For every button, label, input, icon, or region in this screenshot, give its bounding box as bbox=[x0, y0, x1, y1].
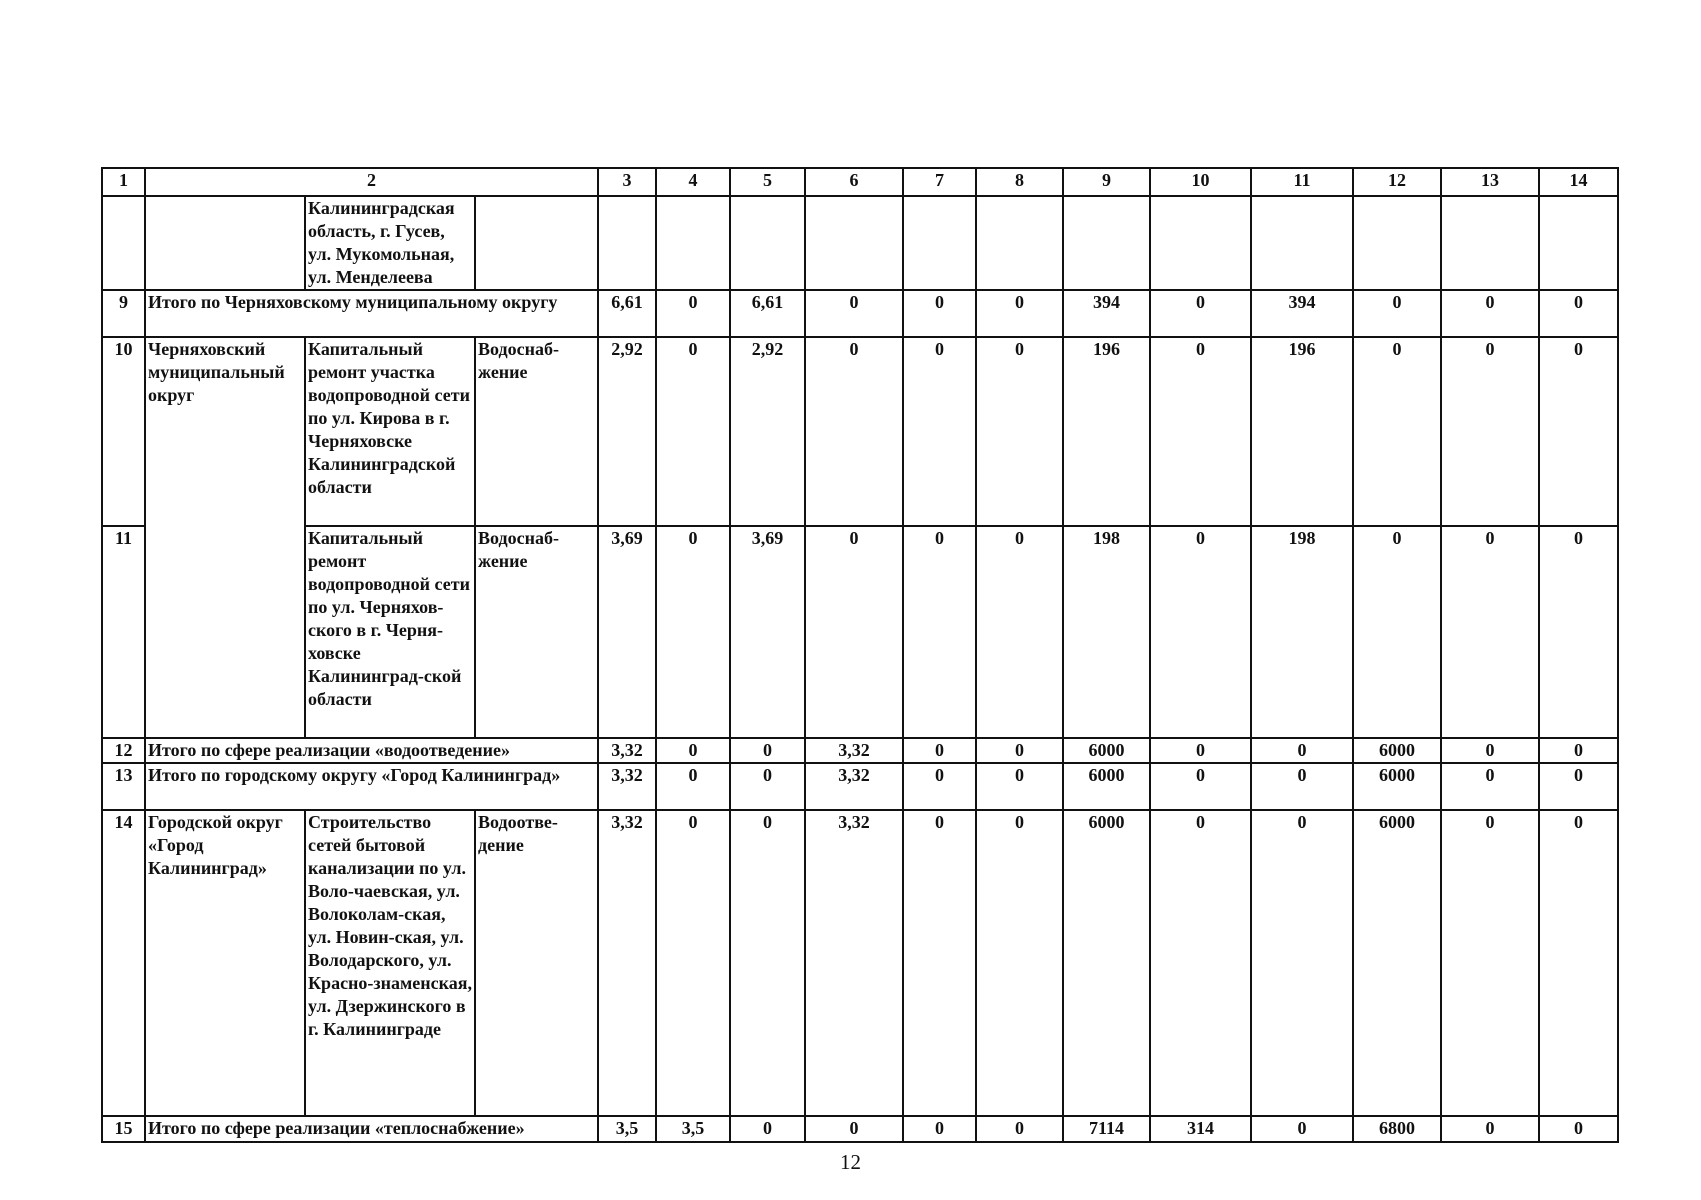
table-row-total bbox=[102, 763, 1618, 810]
header-cell: 2 bbox=[145, 168, 598, 196]
value-cell: 0 bbox=[656, 526, 730, 738]
value-cell: 7114 bbox=[1063, 1116, 1150, 1142]
value-cell: 0 bbox=[903, 1116, 976, 1142]
value-cell: 6000 bbox=[1063, 738, 1150, 763]
row-number: 15 bbox=[102, 1116, 145, 1142]
value-cell: 0 bbox=[656, 810, 730, 1116]
value-cell: 314 bbox=[1150, 1116, 1251, 1142]
value-cell bbox=[1441, 196, 1539, 290]
value-cell: 0 bbox=[1251, 738, 1353, 763]
value-cell: 3,5 bbox=[598, 1116, 656, 1142]
value-cell: 0 bbox=[730, 1116, 805, 1142]
table-row-continued bbox=[102, 196, 1618, 290]
value-cell: 0 bbox=[1150, 526, 1251, 738]
row-number: 13 bbox=[102, 763, 145, 810]
value-cell bbox=[656, 196, 730, 290]
value-cell: 0 bbox=[1353, 526, 1441, 738]
value-cell bbox=[805, 196, 903, 290]
value-cell: 0 bbox=[805, 526, 903, 738]
value-cell: 6000 bbox=[1353, 738, 1441, 763]
value-cell: 0 bbox=[976, 337, 1063, 526]
value-cell: 0 bbox=[730, 810, 805, 1116]
value-cell: 198 bbox=[1063, 526, 1150, 738]
value-cell: 2,92 bbox=[598, 337, 656, 526]
object-cell: Строительство сетей бытовой канализации по ул. Воло-чаевская, ул. Волоколам-ская, ул. Новин-ская, ул. Володарского, ул. Красно-знаменская, ул. Дзержинского в г. Калининграде bbox=[305, 810, 475, 1116]
district-cell: Черняховский муниципальный округ bbox=[145, 337, 305, 738]
row-number: 9 bbox=[102, 290, 145, 337]
value-cell: 6000 bbox=[1063, 763, 1150, 810]
value-cell: 394 bbox=[1251, 290, 1353, 337]
value-cell: 0 bbox=[656, 763, 730, 810]
value-cell bbox=[1063, 196, 1150, 290]
value-cell: 0 bbox=[1539, 763, 1618, 810]
object-cell: Капитальный ремонт участка водопроводной сети по ул. Кирова в г. Черняховске Калининградской области bbox=[305, 337, 475, 526]
value-cell: 394 bbox=[1063, 290, 1150, 337]
header-cell: 13 bbox=[1441, 168, 1539, 196]
value-cell: 0 bbox=[656, 337, 730, 526]
row-label: Итого по сфере реализации «теплоснабжение» bbox=[145, 1116, 598, 1142]
value-cell: 0 bbox=[1441, 526, 1539, 738]
value-cell: 0 bbox=[1150, 337, 1251, 526]
object-cell: Капитальный ремонт водопроводной сети по ул. Черняхов-ского в г. Черня-ховске Калининград-ской области bbox=[305, 526, 475, 738]
value-cell: 3,32 bbox=[805, 738, 903, 763]
value-cell: 0 bbox=[1150, 810, 1251, 1116]
data-table bbox=[101, 167, 1619, 1143]
value-cell: 0 bbox=[903, 337, 976, 526]
page-number: 12 bbox=[840, 1150, 861, 1174]
header-cell: 8 bbox=[976, 168, 1063, 196]
value-cell: 198 bbox=[1251, 526, 1353, 738]
value-cell: 0 bbox=[903, 763, 976, 810]
table-row bbox=[102, 526, 1618, 738]
value-cell: 0 bbox=[1441, 763, 1539, 810]
row-label: Итого по сфере реализации «водоотведение» bbox=[145, 738, 598, 763]
value-cell: 0 bbox=[805, 1116, 903, 1142]
value-cell: 0 bbox=[1251, 810, 1353, 1116]
header-cell: 14 bbox=[1539, 168, 1618, 196]
value-cell: 3,69 bbox=[730, 526, 805, 738]
row-number: 12 bbox=[102, 738, 145, 763]
header-cell: 9 bbox=[1063, 168, 1150, 196]
value-cell: 0 bbox=[1539, 290, 1618, 337]
value-cell: 0 bbox=[1251, 763, 1353, 810]
value-cell bbox=[1539, 196, 1618, 290]
row-number: 10 bbox=[102, 337, 145, 526]
value-cell bbox=[1353, 196, 1441, 290]
value-cell: 0 bbox=[730, 738, 805, 763]
row-number bbox=[102, 196, 145, 290]
value-cell: 0 bbox=[730, 763, 805, 810]
value-cell: 3,32 bbox=[598, 738, 656, 763]
value-cell: 6,61 bbox=[598, 290, 656, 337]
value-cell: 0 bbox=[976, 738, 1063, 763]
sphere-cell: Водоснаб-жение bbox=[475, 526, 598, 738]
table-row-total bbox=[102, 738, 1618, 763]
value-cell: 0 bbox=[976, 763, 1063, 810]
value-cell: 0 bbox=[1251, 1116, 1353, 1142]
value-cell: 0 bbox=[1441, 337, 1539, 526]
value-cell bbox=[598, 196, 656, 290]
value-cell: 0 bbox=[1353, 290, 1441, 337]
value-cell: 2,92 bbox=[730, 337, 805, 526]
sphere-cell: Водоотве-дение bbox=[475, 810, 598, 1116]
district-cell bbox=[145, 196, 305, 290]
value-cell: 3,32 bbox=[598, 810, 656, 1116]
value-cell: 196 bbox=[1251, 337, 1353, 526]
value-cell: 0 bbox=[1441, 810, 1539, 1116]
value-cell: 6000 bbox=[1353, 810, 1441, 1116]
row-label: Итого по городскому округу «Город Калининград» bbox=[145, 763, 598, 810]
value-cell: 0 bbox=[1441, 290, 1539, 337]
value-cell: 0 bbox=[1539, 526, 1618, 738]
value-cell: 0 bbox=[976, 810, 1063, 1116]
value-cell: 3,32 bbox=[805, 763, 903, 810]
header-cell: 6 bbox=[805, 168, 903, 196]
value-cell bbox=[903, 196, 976, 290]
value-cell: 3,5 bbox=[656, 1116, 730, 1142]
sphere-cell bbox=[475, 196, 598, 290]
header-cell: 1 bbox=[102, 168, 145, 196]
value-cell bbox=[730, 196, 805, 290]
object-address: Калининградская область, г. Гусев, ул. Мукомольная, ул. Менделеева bbox=[305, 196, 475, 290]
value-cell: 3,32 bbox=[598, 763, 656, 810]
value-cell: 0 bbox=[1441, 738, 1539, 763]
row-number: 11 bbox=[102, 526, 145, 738]
value-cell: 0 bbox=[903, 290, 976, 337]
value-cell: 0 bbox=[903, 526, 976, 738]
table-row-total bbox=[102, 1116, 1618, 1142]
value-cell: 3,32 bbox=[805, 810, 903, 1116]
table-row bbox=[102, 810, 1618, 1116]
table-row bbox=[102, 337, 1618, 526]
header-cell: 3 bbox=[598, 168, 656, 196]
value-cell: 6,61 bbox=[730, 290, 805, 337]
value-cell: 6800 bbox=[1353, 1116, 1441, 1142]
value-cell: 0 bbox=[976, 1116, 1063, 1142]
header-cell: 11 bbox=[1251, 168, 1353, 196]
row-number: 14 bbox=[102, 810, 145, 1116]
sphere-cell: Водоснаб-жение bbox=[475, 337, 598, 526]
value-cell: 0 bbox=[1353, 337, 1441, 526]
row-label: Итого по Черняховскому муниципальному округу bbox=[145, 290, 598, 337]
table-row-total bbox=[102, 290, 1618, 337]
value-cell bbox=[976, 196, 1063, 290]
value-cell: 0 bbox=[805, 337, 903, 526]
value-cell: 0 bbox=[656, 290, 730, 337]
header-cell: 7 bbox=[903, 168, 976, 196]
value-cell: 0 bbox=[1150, 763, 1251, 810]
value-cell: 0 bbox=[1441, 1116, 1539, 1142]
value-cell: 3,69 bbox=[598, 526, 656, 738]
value-cell: 0 bbox=[656, 738, 730, 763]
district-cell: Городской округ «Город Калининград» bbox=[145, 810, 305, 1116]
value-cell: 0 bbox=[805, 290, 903, 337]
value-cell: 0 bbox=[1150, 738, 1251, 763]
value-cell: 0 bbox=[1539, 337, 1618, 526]
value-cell bbox=[1251, 196, 1353, 290]
header-cell: 12 bbox=[1353, 168, 1441, 196]
header-cell: 4 bbox=[656, 168, 730, 196]
header-cell: 10 bbox=[1150, 168, 1251, 196]
header-row bbox=[102, 168, 1618, 196]
value-cell: 196 bbox=[1063, 337, 1150, 526]
header-cell: 5 bbox=[730, 168, 805, 196]
value-cell: 0 bbox=[903, 810, 976, 1116]
value-cell: 0 bbox=[1539, 738, 1618, 763]
value-cell bbox=[1150, 196, 1251, 290]
value-cell: 0 bbox=[1150, 290, 1251, 337]
value-cell: 0 bbox=[976, 290, 1063, 337]
value-cell: 0 bbox=[903, 738, 976, 763]
value-cell: 0 bbox=[1539, 810, 1618, 1116]
value-cell: 0 bbox=[1539, 1116, 1618, 1142]
value-cell: 0 bbox=[976, 526, 1063, 738]
value-cell: 6000 bbox=[1063, 810, 1150, 1116]
value-cell: 6000 bbox=[1353, 763, 1441, 810]
